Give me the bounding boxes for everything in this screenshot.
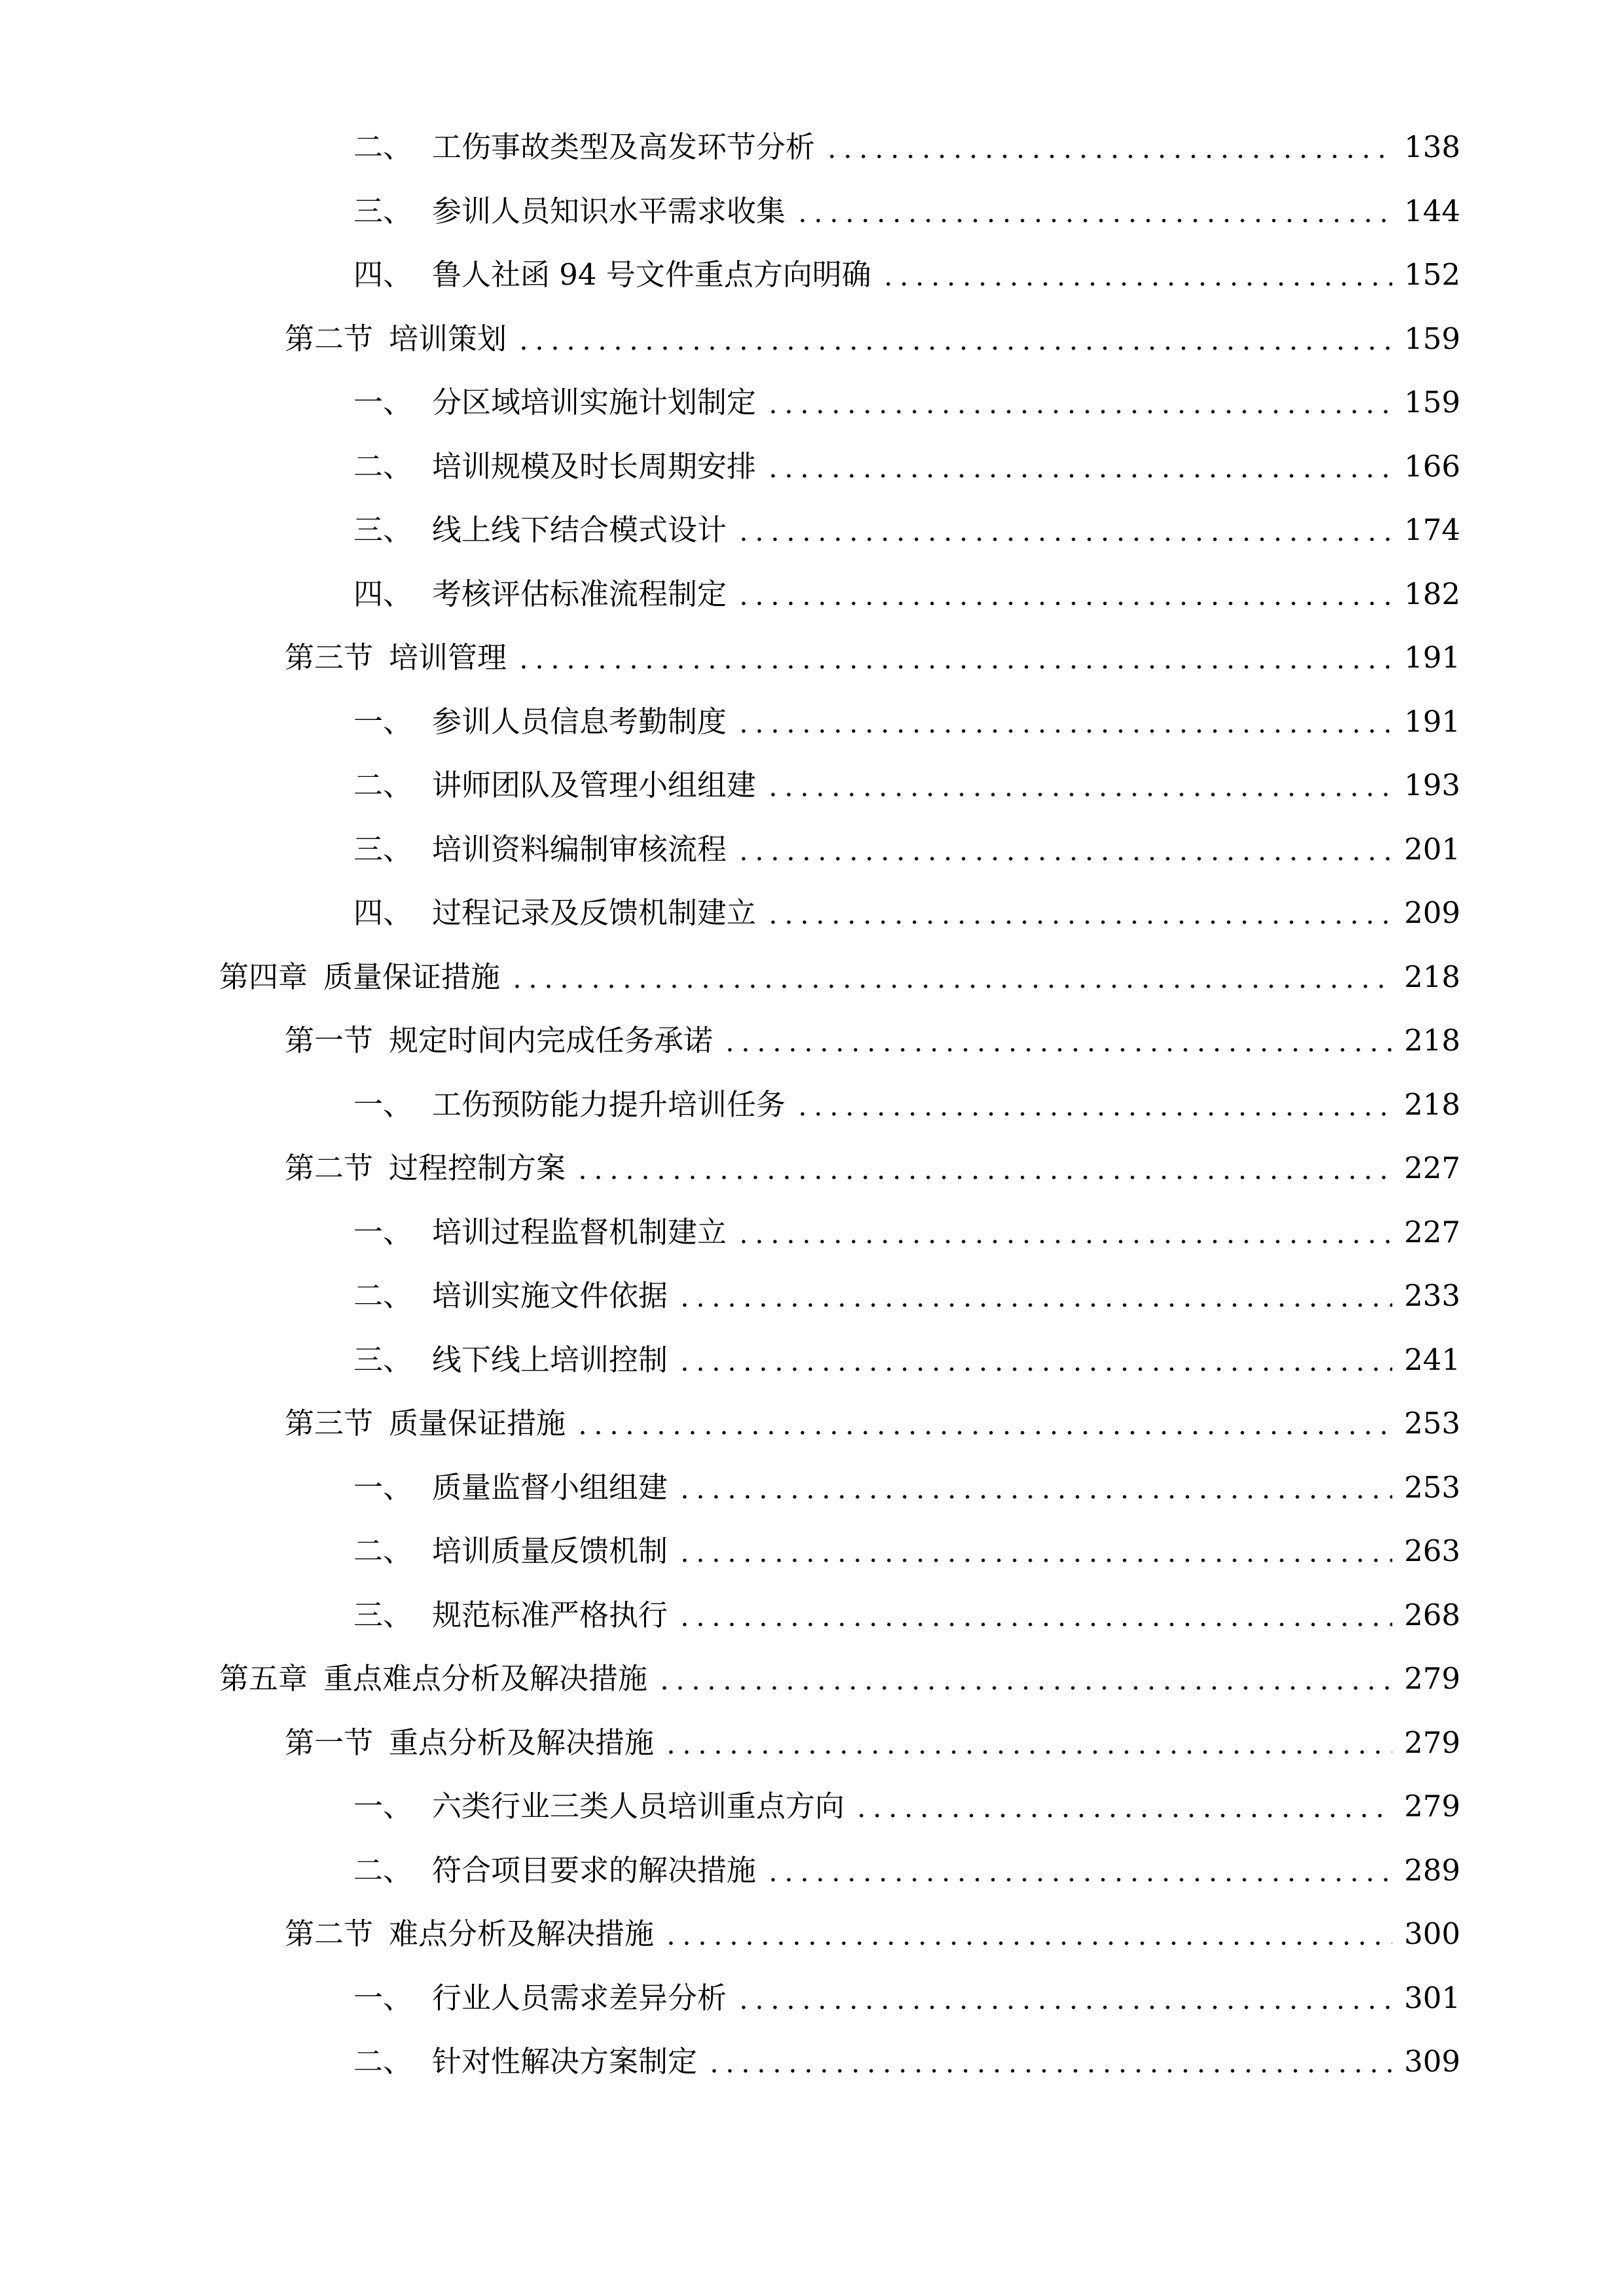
toc-entry-title: 考核评估标准流程制定	[432, 577, 727, 611]
toc-entry-item[interactable]	[353, 1073, 1460, 1136]
toc-entry-page-number: 191	[1404, 640, 1460, 675]
toc-entry-number: 第一节	[285, 1725, 374, 1760]
toc-entry-item[interactable]	[353, 2030, 1460, 2093]
dot-leader	[765, 474, 1392, 478]
toc-entry-page-number: 218	[1404, 960, 1460, 994]
toc-entry-number: 二、	[353, 2044, 413, 2079]
dot-leader	[765, 793, 1392, 797]
dot-leader	[795, 219, 1392, 223]
toc-entry-chapter[interactable]	[219, 1647, 1460, 1710]
toc-entry-section[interactable]	[285, 1711, 1460, 1774]
toc-entry-title: 参训人员信息考勤制度	[432, 704, 727, 739]
toc-entry-item[interactable]	[353, 179, 1460, 243]
dot-leader	[736, 537, 1392, 541]
toc-entry-item[interactable]	[353, 1519, 1460, 1583]
dot-leader	[880, 282, 1392, 286]
toc-entry-title: 质量监督小组组建	[432, 1470, 668, 1505]
dot-leader	[824, 154, 1392, 158]
toc-entry-page-number: 182	[1404, 577, 1460, 611]
toc-entry-number: 第一节	[285, 1023, 374, 1058]
toc-entry-title: 培训质量反馈机制	[432, 1534, 668, 1568]
toc-entry-title: 培训资料编制审核流程	[432, 832, 727, 867]
toc-entry-number: 第五章	[219, 1661, 308, 1696]
toc-entry-number: 三、	[353, 1598, 413, 1632]
dot-leader	[677, 1558, 1392, 1562]
toc-entry-title: 讲师团队及管理小组组建	[432, 768, 757, 802]
toc-entry-number: 第二节	[285, 1916, 374, 1951]
toc-entry-title: 难点分析及解决措施	[389, 1916, 655, 1951]
toc-entry-title: 培训规模及时长周期安排	[432, 449, 757, 484]
dot-leader	[663, 1750, 1392, 1754]
toc-entry-item[interactable]	[353, 1839, 1460, 1902]
toc-entry-title: 重点难点分析及解决措施	[323, 1661, 648, 1696]
toc-entry-title: 工伤预防能力提升培训任务	[432, 1087, 786, 1122]
toc-entry-title: 鲁人社函 94 号文件重点方向明确	[432, 257, 871, 292]
toc-entry-page-number: 227	[1404, 1215, 1460, 1249]
toc-entry-number: 第三节	[285, 1406, 374, 1441]
toc-entry-title: 工伤事故类型及高发环节分析	[432, 130, 816, 164]
toc-entry-section[interactable]	[285, 1902, 1460, 1965]
toc-entry-item[interactable]	[353, 115, 1460, 179]
toc-entry-item[interactable]	[353, 690, 1460, 753]
toc-entry-section[interactable]	[285, 1391, 1460, 1455]
toc-entry-title: 质量保证措施	[323, 960, 501, 994]
toc-entry-page-number: 309	[1404, 2044, 1460, 2079]
toc-entry-page-number: 159	[1404, 321, 1460, 356]
dot-leader	[765, 410, 1392, 414]
toc-entry-item[interactable]	[353, 1583, 1460, 1647]
toc-entry-title: 六类行业三类人员培训重点方向	[432, 1789, 845, 1823]
toc-entry-item[interactable]	[353, 370, 1460, 434]
toc-entry-page-number: 138	[1404, 130, 1460, 164]
toc-entry-page-number: 279	[1404, 1789, 1460, 1823]
dot-leader	[736, 857, 1392, 861]
toc-entry-title: 分区域培训实施计划制定	[432, 385, 757, 420]
dot-leader	[736, 601, 1392, 605]
toc-entry-number: 二、	[353, 768, 413, 802]
toc-entry-title: 培训策划	[389, 321, 507, 356]
toc-entry-chapter[interactable]	[219, 945, 1460, 1009]
toc-entry-number: 二、	[353, 1278, 413, 1313]
toc-entry-number: 一、	[353, 1789, 413, 1823]
toc-entry-number: 二、	[353, 130, 413, 164]
toc-entry-title: 过程控制方案	[389, 1151, 566, 1185]
toc-entry-page-number: 174	[1404, 512, 1460, 547]
toc-entry-number: 三、	[353, 832, 413, 867]
toc-entry-number: 第二节	[285, 1151, 374, 1185]
dot-leader	[736, 1240, 1392, 1244]
toc-entry-number: 二、	[353, 449, 413, 484]
toc-entry-title: 行业人员需求差异分析	[432, 1981, 727, 2015]
dot-leader	[706, 2069, 1392, 2073]
toc-entry-title: 培训实施文件依据	[432, 1278, 668, 1313]
toc-entry-number: 一、	[353, 1981, 413, 2015]
toc-entry-item[interactable]	[353, 753, 1460, 817]
toc-entry-title: 线上线下结合模式设计	[432, 512, 727, 547]
dot-leader	[765, 920, 1392, 924]
toc-entry-page-number: 253	[1404, 1406, 1460, 1441]
dot-leader	[516, 665, 1392, 669]
toc-entry-item[interactable]	[353, 881, 1460, 944]
dot-leader	[854, 1814, 1392, 1818]
toc-entry-page-number: 152	[1404, 257, 1460, 292]
toc-entry-number: 三、	[353, 194, 413, 228]
toc-entry-page-number: 193	[1404, 768, 1460, 802]
toc-entry-number: 一、	[353, 704, 413, 739]
toc-entry-page-number: 253	[1404, 1470, 1460, 1505]
toc-entry-title: 培训管理	[389, 640, 507, 675]
toc-entry-title: 规范标准严格执行	[432, 1598, 668, 1632]
toc-entry-page-number: 289	[1404, 1853, 1460, 1888]
toc-entry-section[interactable]	[285, 1009, 1460, 1072]
toc-entry-page-number: 144	[1404, 194, 1460, 228]
dot-leader	[657, 1686, 1392, 1690]
toc-entry-number: 四、	[353, 577, 413, 611]
toc-entry-page-number: 301	[1404, 1981, 1460, 2015]
toc-entry-title: 重点分析及解决措施	[389, 1725, 655, 1760]
toc-entry-number: 第三节	[285, 640, 374, 675]
toc-entry-number: 四、	[353, 895, 413, 930]
dot-leader	[677, 1623, 1392, 1626]
toc-entry-page-number: 191	[1404, 704, 1460, 739]
toc-entry-title: 符合项目要求的解决措施	[432, 1853, 757, 1888]
toc-entry-page-number: 218	[1404, 1023, 1460, 1058]
toc-entry-number: 四、	[353, 257, 413, 292]
toc-entry-title: 培训过程监督机制建立	[432, 1215, 727, 1249]
dot-leader	[575, 1175, 1392, 1179]
toc-entry-number: 三、	[353, 512, 413, 547]
toc-entry-title: 线下线上培训控制	[432, 1342, 668, 1377]
toc-entry-page-number: 233	[1404, 1278, 1460, 1313]
toc-entry-item[interactable]	[353, 1774, 1460, 1838]
toc-entry-page-number: 209	[1404, 895, 1460, 930]
dot-leader	[736, 2005, 1392, 2009]
toc-entry-page-number: 279	[1404, 1725, 1460, 1760]
toc-entry-number: 三、	[353, 1342, 413, 1377]
dot-leader	[677, 1367, 1392, 1371]
toc-entry-item[interactable]	[353, 435, 1460, 498]
dot-leader	[795, 1112, 1392, 1116]
dot-leader	[722, 1048, 1392, 1052]
toc-entry-section[interactable]	[285, 626, 1460, 689]
toc-entry-number: 一、	[353, 1470, 413, 1505]
toc-entry-title: 针对性解决方案制定	[432, 2044, 698, 2079]
dot-leader	[677, 1303, 1392, 1307]
dot-leader	[575, 1431, 1392, 1435]
toc-entry-item[interactable]	[353, 1200, 1460, 1264]
toc-entry-page-number: 268	[1404, 1598, 1460, 1632]
toc-entry-title: 参训人员知识水平需求收集	[432, 194, 786, 228]
toc-entry-item[interactable]	[353, 817, 1460, 881]
dot-leader	[677, 1495, 1392, 1499]
toc-entry-number: 第二节	[285, 321, 374, 356]
dot-leader	[765, 1878, 1392, 1882]
toc-entry-title: 过程记录及反馈机制建立	[432, 895, 757, 930]
toc-entry-item[interactable]	[353, 1264, 1460, 1327]
toc-entry-item[interactable]	[353, 1456, 1460, 1519]
toc-entry-page-number: 201	[1404, 832, 1460, 867]
toc-entry-item[interactable]	[353, 1966, 1460, 2030]
toc-entry-title: 规定时间内完成任务承诺	[389, 1023, 713, 1058]
toc-entry-item[interactable]	[353, 243, 1460, 306]
toc-entry-item[interactable]	[353, 562, 1460, 626]
toc-entry-section[interactable]	[285, 307, 1460, 370]
dot-leader	[736, 729, 1392, 733]
toc-entry-number: 一、	[353, 385, 413, 420]
toc-entry-page-number: 241	[1404, 1342, 1460, 1377]
toc-entry-section[interactable]	[285, 1136, 1460, 1200]
toc-entry-page-number: 300	[1404, 1916, 1460, 1951]
dot-leader	[509, 984, 1392, 988]
toc-entry-page-number: 159	[1404, 385, 1460, 420]
dot-leader	[663, 1941, 1392, 1945]
toc-entry-title: 质量保证措施	[389, 1406, 566, 1441]
toc-entry-number: 一、	[353, 1087, 413, 1122]
toc-entry-page-number: 166	[1404, 449, 1460, 484]
toc-entry-page-number: 218	[1404, 1087, 1460, 1122]
toc-entry-page-number: 263	[1404, 1534, 1460, 1568]
toc-entry-page-number: 227	[1404, 1151, 1460, 1185]
toc-entry-number: 二、	[353, 1853, 413, 1888]
toc-entry-number: 第四章	[219, 960, 308, 994]
toc-entry-number: 二、	[353, 1534, 413, 1568]
toc-entry-item[interactable]	[353, 1328, 1460, 1391]
toc-entry-page-number: 279	[1404, 1661, 1460, 1696]
toc-entry-item[interactable]	[353, 498, 1460, 562]
dot-leader	[516, 346, 1392, 350]
toc-entry-number: 一、	[353, 1215, 413, 1249]
